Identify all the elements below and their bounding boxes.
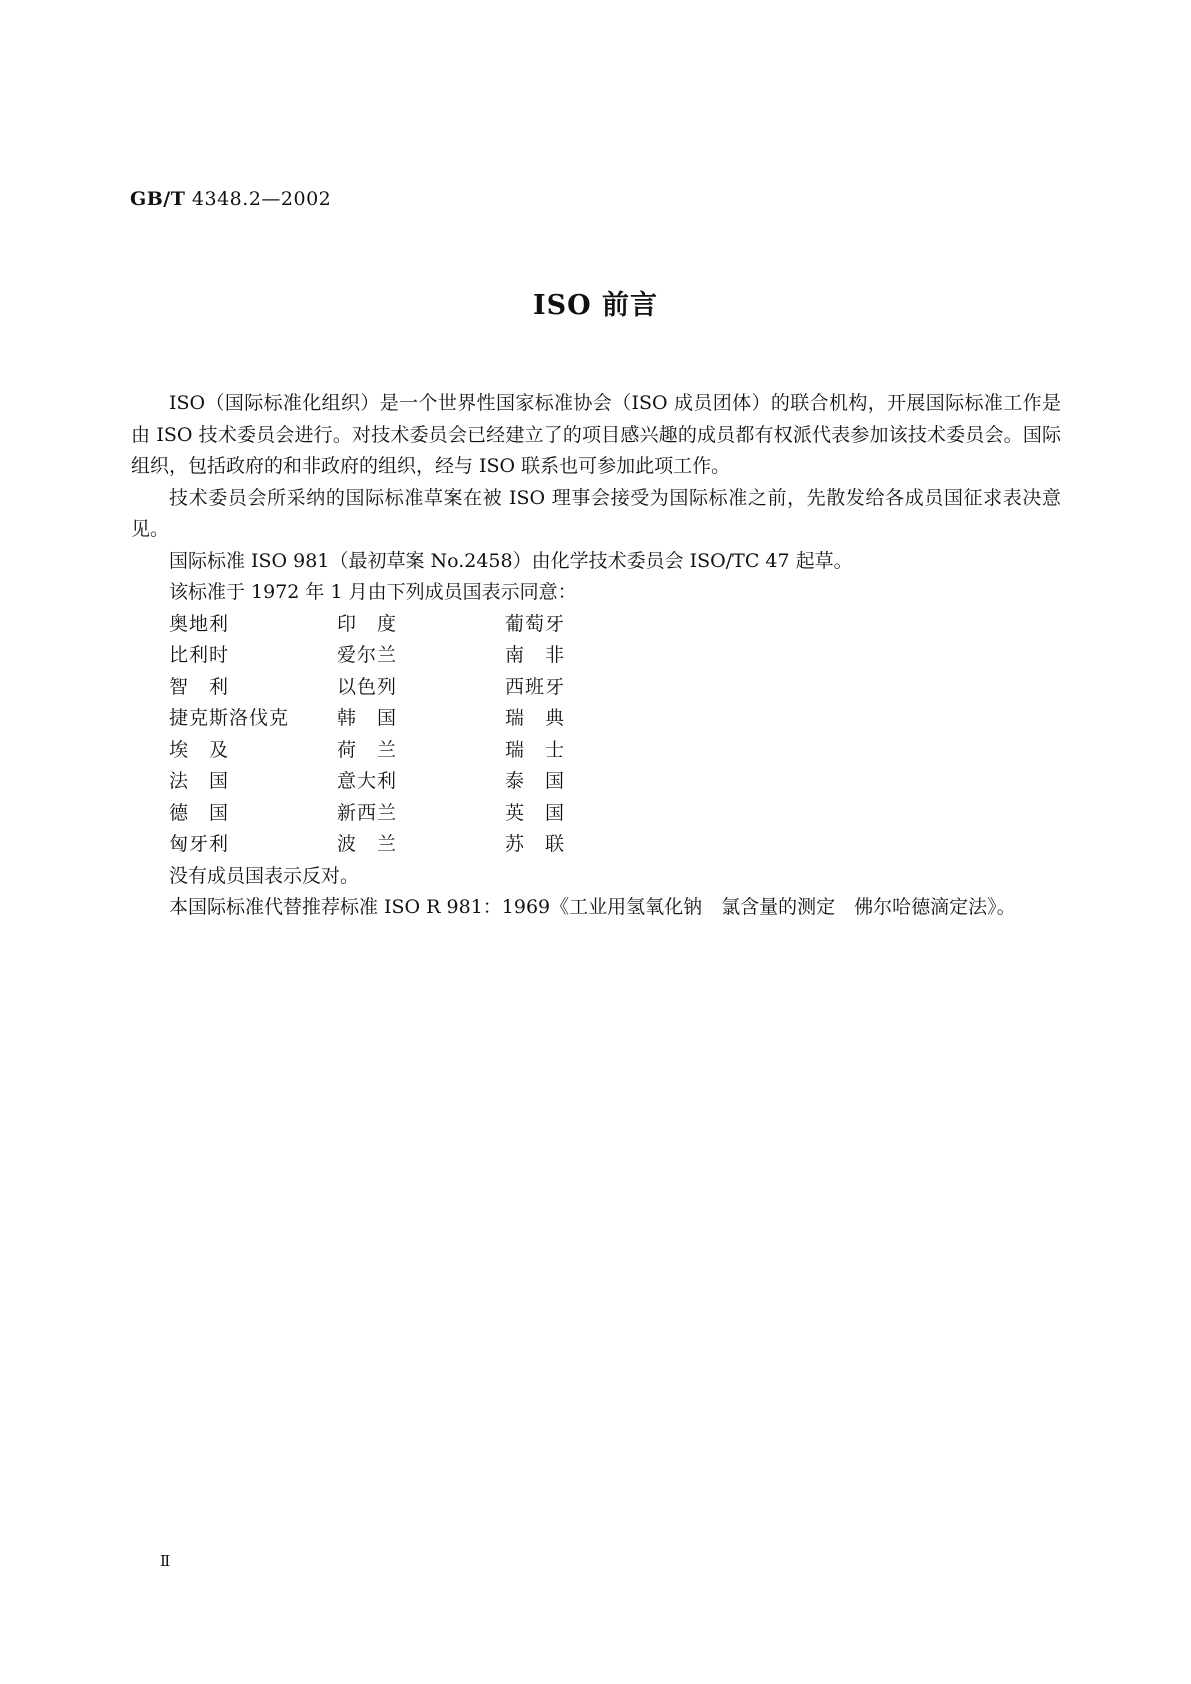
country-row: [169, 703, 1061, 735]
country-name: 西班牙: [505, 675, 566, 698]
line-no-objection: 没有成员国表示反对。: [169, 864, 360, 887]
country-name: 匈牙利: [169, 833, 230, 855]
country-row: [169, 609, 1061, 641]
country-name: 印 度: [337, 612, 398, 635]
country-name: 葡萄牙: [505, 612, 566, 635]
country-name: 新西兰: [337, 801, 398, 824]
line-approved-by: 该标准于 1972 年 1 月由下列成员国表示同意：: [169, 581, 577, 603]
country-name: 比利时: [169, 644, 230, 666]
country-name: 捷克斯洛伐克: [169, 707, 290, 729]
document-body: [131, 388, 1061, 924]
country-name: 波 兰: [337, 833, 398, 855]
standard-code: [130, 188, 331, 210]
country-name: 德 国: [169, 801, 230, 824]
country-name: 埃 及: [169, 738, 230, 761]
country-name: 奥地利: [169, 612, 230, 635]
standard-number: 4348.2—2002: [191, 188, 332, 210]
country-row: [169, 735, 1061, 767]
line-replaces-standard: 本国际标准代替推荐标准 ISO R 981：1969《工业用氢氧化钠 氯含量的测定 佛尔哈德滴定法》。: [169, 896, 1016, 918]
page-number: Ⅱ: [160, 1552, 171, 1570]
country-name: 瑞 典: [505, 707, 566, 729]
page-title: ISO 前言: [532, 290, 659, 321]
country-row: [169, 672, 1061, 704]
country-name: 泰 国: [505, 770, 566, 792]
country-name: 瑞 士: [505, 738, 566, 761]
country-name: 英 国: [505, 801, 566, 824]
country-name: 韩 国: [337, 707, 398, 729]
country-row: [169, 798, 1061, 830]
paragraph-iso-intro: ISO（国际标准化组织）是一个世界性国家标准协会（ISO 成员团体）的联合机构，开展国际标准工作是由 ISO 技术委员会进行。对技术委员会已经建立了的项目感兴趣的成员都有权派代表参加该技术委员会。国际组织，包括政府的和非政府的组织，经与 ISO 联系也可参加此项工作。: [131, 392, 1061, 477]
country-list: [131, 609, 1061, 861]
country-row: [169, 640, 1061, 672]
country-row: [169, 829, 1061, 861]
standard-prefix: GB/T: [130, 188, 186, 210]
country-name: 苏 联: [505, 833, 566, 855]
country-name: 法 国: [169, 770, 230, 792]
line-drafted-by: 国际标准 ISO 981（最初草案 No.2458）由化学技术委员会 ISO/TC 47 起草。: [169, 549, 853, 572]
country-name: 荷 兰: [337, 738, 398, 761]
country-name: 智 利: [169, 675, 230, 698]
country-name: 以色列: [337, 675, 398, 698]
country-row: [169, 766, 1061, 798]
paragraph-draft-voting: 技术委员会所采纳的国际标准草案在被 ISO 理事会接受为国际标准之前，先散发给各成员国征求表决意见。: [131, 486, 1061, 540]
country-name: 南 非: [505, 644, 566, 666]
country-name: 意大利: [337, 770, 398, 792]
country-name: 爱尔兰: [337, 644, 398, 666]
